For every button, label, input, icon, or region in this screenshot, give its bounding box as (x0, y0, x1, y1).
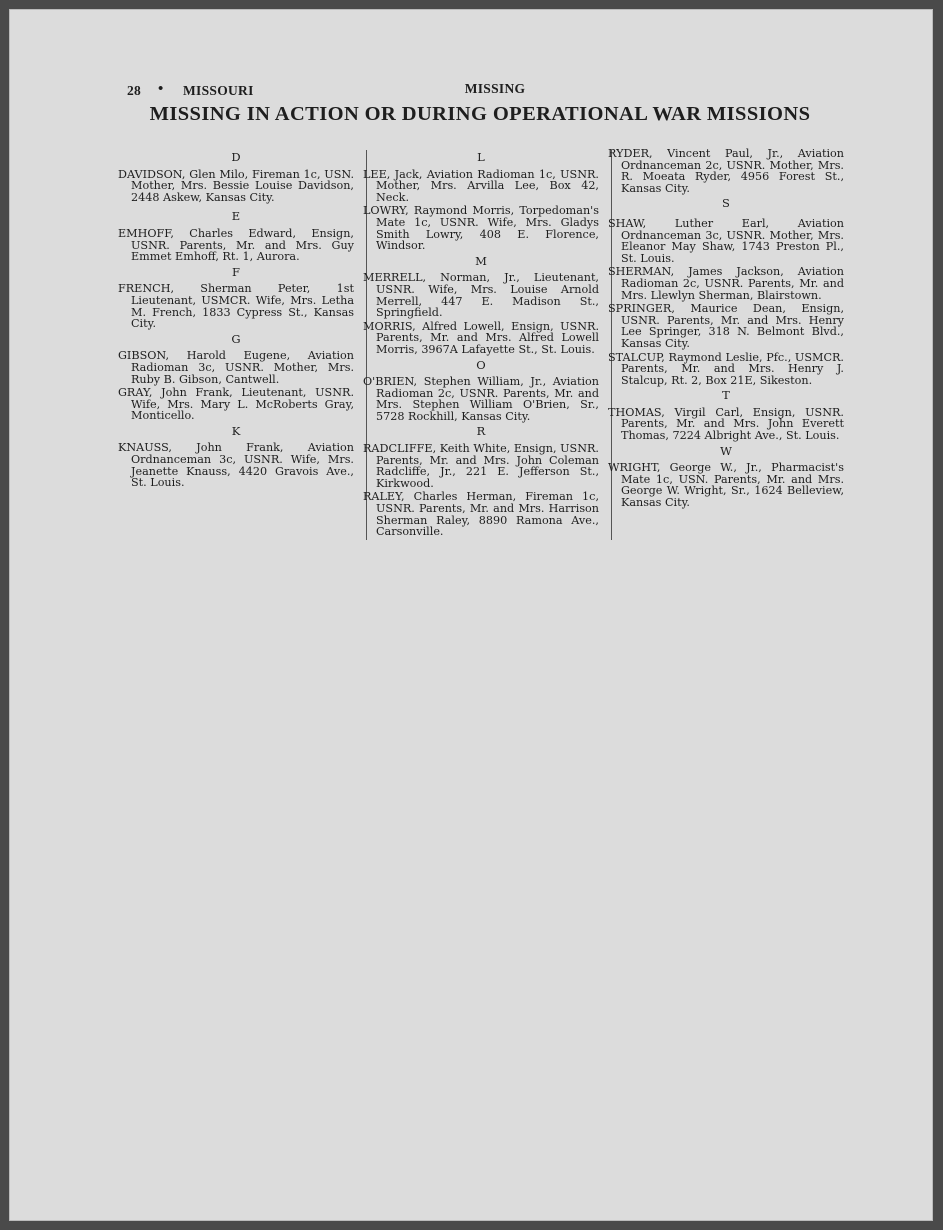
letter-heading: R (476, 424, 486, 439)
roster-entry: SHAW, Luther Earl, Aviation Ordnanceman 3c, USNR. Mother, Mrs. Eleanor May Shaw, 1743 Preston Pl., St. Louis. (608, 216, 844, 265)
letter-heading: E (231, 209, 241, 224)
roster-entry: GRAY, John Frank, Lieutenant, USNR. Wife, Mrs. Mary L. McRoberts Gray, Monticello. (118, 386, 354, 423)
column-1 (118, 148, 354, 491)
roster-entry: DAVIDSON, Glen Milo, Fireman 1c, USN. Mother, Mrs. Bessie Louise Davidson, 2448 Askew, Kansas City. (118, 167, 354, 204)
bullet-separator: • (158, 81, 164, 97)
letter-heading: D (231, 150, 241, 164)
running-header (127, 81, 857, 103)
letter-heading: S (722, 196, 730, 211)
letter-heading: L (477, 150, 485, 164)
roster-entry: RYDER, Vincent Paul, Jr., Aviation Ordnanceman 2c, USNR. Mother, Mrs. R. Moeata Ryder, 4956 Forest St., Kansas City. (608, 147, 844, 195)
section-name: MISSING (464, 81, 526, 96)
roster-entry: STALCUP, Raymond Leslie, Pfc., USMCR. Parents, Mr. and Mrs. Henry J. Stalcup, Rt. 2, Box 21E, Sikeston. (608, 350, 844, 387)
page-title: MISSING IN ACTION OR DURING OPERATIONAL WAR MISSIONS (149, 103, 811, 125)
roster-entry: GIBSON, Harold Eugene, Aviation Radioman 3c, USNR. Mother, Mrs. Ruby B. Gibson, Cantwell. (118, 349, 354, 386)
state-name: MISSOURI (183, 83, 254, 98)
letter-heading: K (231, 423, 241, 438)
roster-entry: SPRINGER, Maurice Dean, Ensign, USNR. Parents, Mr. and Mrs. Henry Lee Springer, 318 N. Belmont Blvd., Kansas City. (608, 302, 844, 350)
roster-entry: THOMAS, Virgil Carl, Ensign, USNR. Parents, Mr. and Mrs. John Everett Thomas, 7224 Albright Ave., St. Louis. (608, 405, 844, 443)
roster-entry: LEE, Jack, Aviation Radioman 1c, USNR. Mother, Mrs. Arvilla Lee, Box 42, Neck. (363, 167, 599, 204)
roster-entry: KNAUSS, John Frank, Aviation Ordnanceman 3c, USNR. Wife, Mrs. Jeanette Knauss, 4420 Gravois Ave., St. Louis. (118, 441, 354, 490)
letter-heading: W (720, 443, 732, 458)
roster-entry: RALEY, Charles Herman, Fireman 1c, USNR. Parents, Mr. and Mrs. Harrison Sherman Raley, 8890 Ramona Ave., Carsonville. (363, 490, 599, 539)
column-3 (608, 148, 844, 511)
roster-entry: SHERMAN, James Jackson, Aviation Radioman 2c, USNR. Parents, Mr. and Mrs. Llewlyn Sherman, Blairstown. (608, 265, 844, 302)
roster-entry: LOWRY, Raymond Morris, Torpedoman's Mate 1c, USNR. Wife, Mrs. Gladys Smith Lowry, 408 E. Florence, Windsor. (363, 204, 599, 253)
letter-heading: M (475, 253, 487, 268)
roster-entry: MORRIS, Alfred Lowell, Ensign, USNR. Parents, Mr. and Mrs. Alfred Lowell Morris, 3967A Lafayette St., St. Louis. (363, 319, 599, 356)
roster-entry: MERRELL, Norman, Jr., Lieutenant, USNR. Wife, Mrs. Louise Arnold Merrell, 447 E. Madison St., Springfield. (363, 271, 599, 320)
column-2 (363, 148, 599, 540)
letter-heading: F (232, 264, 240, 279)
letter-heading: G (231, 331, 241, 346)
page-number: 28 (127, 83, 142, 98)
roster-entry: WRIGHT, George W., Jr., Pharmacist's Mate 1c, USN. Parents, Mr. and Mrs. George W. Wright, Sr., 1624 Belleview, Kansas City. (608, 461, 844, 510)
roster-entry: FRENCH, Sherman Peter, 1st Lieutenant, USMCR. Wife, Mrs. Letha M. French, 1833 Cypress St., Kansas City. (118, 282, 354, 331)
letter-heading: T (722, 388, 730, 403)
roster-entry: RADCLIFFE, Keith White, Ensign, USNR. Parents, Mr. and Mrs. John Coleman Radcliffe, Jr., 221 E. Jefferson St., Kirkwood. (363, 442, 599, 490)
roster-entry: O'BRIEN, Stephen William, Jr., Aviation Radioman 2c, USNR. Parents, Mr. and Mrs. Stephen William O'Brien, Sr., 5728 Rockhill, Kansas City. (363, 375, 599, 423)
letter-heading: O (476, 357, 486, 372)
roster-entry: EMHOFF, Charles Edward, Ensign, USNR. Parents, Mr. and Mrs. Guy Emmet Emhoff, Rt. 1, Aurora. (118, 226, 354, 264)
